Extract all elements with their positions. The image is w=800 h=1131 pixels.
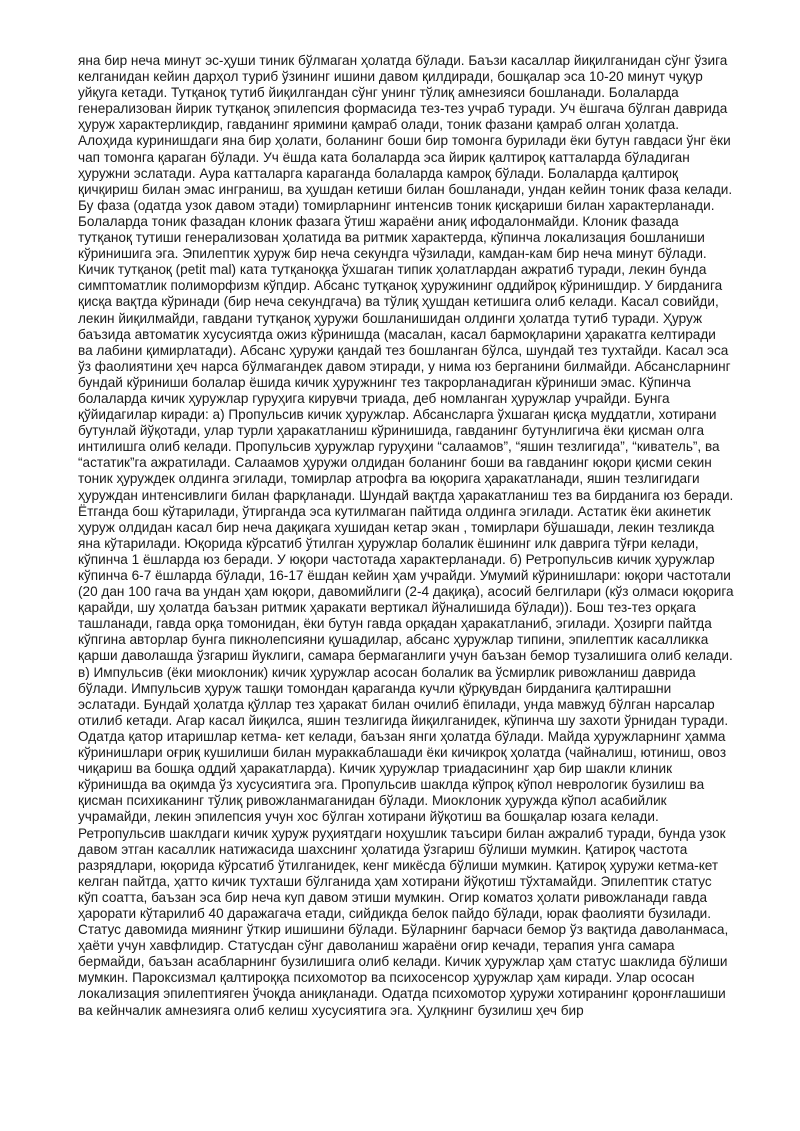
document-page <box>78 53 734 1019</box>
body-text: яна бир неча минут эс-ҳуши тиник бўлмаган ҳолатда бўлади. Баъзи касаллар йиқилганидан сўнг ўзига келганидан кейин дарҳол туриб ўзининг ишини давом қилдиради, бошқалар эса 10-20 минут чуқур уйқуга кетади. Тутқаноқ тутиб йиқилгандан сўнг унинг тўлиқ амнезияси бошланади. Болаларда генерализован йирик тутқаноқ эпилепсия формасида тез-тез учраб туради. Уч ёшгача бўлган даврида ҳуруж характерликдир, гавданинг яримини қамраб олади, тоник фазани қамраб олган ҳолатда. Алоҳида куринишдаги яна бир ҳолати, боланинг боши бир томонга бурилади ёки бутун гавдаси ўнг ёки чап томонга қараган бўлади. Уч ёшда ката болаларда эса йирик қалтироқ катталарда бўладиган ҳуружни эслатади. Аура катталарга караганда болаларда камроқ бўлади. Болаларда қалтироқ қичқириш билан эмас инграниш, ва ҳушдан кетиши билан бошланади, ундан кейин тоник фаза келади. Бу фаза (одатда узок давом этади) томирларнинг интенсив тоник қисқариши билан характерланади. Болаларда тоник фазадан клоник фазага ўтиш жараёни аниқ ифодалонмайди. Клоник фазада тутқаноқ тутиши генерализован ҳолатида ва ритмик характерда, кўпинча локализация бошланиши кўринишига эга. Эпилептик ҳуруж бир неча секундга чўзилади, камдан-кам бир неча минут бўлади. Кичик тутқаноқ (petit mal) ката тутқаноққа ўхшаган типик ҳолатлардан ажратиб туради, лекин бунда симптоматлик полиморфизм кўпдир. Абсанс тутқаноқ ҳуружининг оддийроқ кўринишдир. У бирданига қисқа вақтда кўринади (бир неча секундгача) ва тўлиқ ҳушдан кетишига олиб келади. Касал совийди, лекин йиқилмайди, гавдани тутқаноқ ҳуружи бошланишидан олдинги ҳолатда тутиб туради. Ҳуруж баъзида автоматик хусусиятда ожиз кўринишда (масалан, касал бармоқларини ҳаракатга келтиради ва лабини қимирлатади). Абсанс ҳуружи қандай тез бошланган бўлса, шундай тез тухтайди. Касал эса ўз фаолиятини ҳеч нарса бўлмагандек давом этиради, у нима юз берганини билмайди. Абсансларнинг бундай кўриниши болалар ёшида кичик ҳуружнинг тез такрорланадиган кўриниши эмас. Кўпинча болаларда кичик ҳуружлар гуруҳига кирувчи триада, деб номланган ҳуружлар учрайди. Бунга қўйидагилар киради: а) Пропульсив кичик ҳуружлар. Абсансларга ўхшаган қисқа муддатли, хотирани бутунлай йўқотади, улар турли ҳаракатланиш кўринишида, гавданинг бутунлигича ёки қисман олга интилишга олиб келади. Пропульсив ҳуружлар гуруҳини “салаамов”, “яшин тезлигида”, “киватель”, ва “астатик”га ажратилади. Салаамов ҳуружи олдидан боланинг боши ва гавданинг юқори қисми секин тоник ҳуруждек олдинга эгилади, томирлар атрофга ва юқорига ҳаракатланади, яшин тезлигидаги ҳуруждан интенсивлиги билан фарқланади. Шундай вақтда ҳаракатланиш тез ва бирданига юз беради. Ётганда бош кўтарилади, ўтирганда эса кутилмаган пайтида олдинга эгилади. Астатик ёки акинетик ҳуруж олдидан касал бир неча дақиқага хушидан кетар экан , томирлари бўшашади, лекин тезликда яна кўтарилади. Юқорида кўрсатиб ўтилган ҳуружлар болалик ёшининг илк даврига тўғри келади, кўпинча 1 ёшларда юз беради. У юқори частотада характерланади. б) Ретропульсив кичик ҳуружлар кўпинча 6-7 ёшларда бўлади, 16-17 ёшдан кейин ҳам учрайди. Умумий кўринишлари: юқори частотали (20 дан 100 гача ва ундан ҳам юқори, давомийлиги (2-4 дақиқа), асосий белгилари (кўз олмаси юқорига қарайди, шу ҳолатда баъзан ритмик ҳаракати вертикал йўналишида бўлади)). Бош тез-тез орқага ташланади, гавда орқа томонидан, ёки бутун гавда орқадан ҳаракатланиб, эгилади. Ҳозирги пайтда кўпгина авторлар бунга пикнолепсияни қушадилар, абсанс ҳуружлар типини, эпилептик касалликка қарши даволашда ўзгариш йуклиги, самара бермаганлиги учун баъзан бемор тузалишига олиб келади. в) Импульсив (ёки миоклоник) кичик ҳуружлар асосан болалик ва ўсмирлик ривожланиш даврида бўлади. Импульсив ҳуруж ташқи томондан қараганда кучли қўрқувдан бирданига қалтирашни эслатади. Бундай ҳолатда қўллар тез ҳаракат билан очилиб ёпилади, унда мавжуд бўлган нарсалар отилиб кетади. Агар касал йиқилса, яшин тезлигида йиқилганидек, кўпинча шу захоти ўрнидан туради. Одатда қатор итаришлар кетма- кет келади, баъзан янги ҳолатда бўлади. Майда ҳуружларнинг ҳамма кўринишлари оғриқ кушилиши билан мураккаблашади ёки кичикроқ ҳолатда (чайналиш, ютиниш, овоз чиқариш ва бошқа оддий ҳаракатларда). Кичик ҳуружлар триадасининг ҳар бир шакли клиник кўринишда ва оқимда ўз хусусиятига эга. Пропульсив шаклда кўпроқ кўпол неврологик бузилиш ва қисман психиканинг тўлиқ ривожланмаганидан бўлади. Миоклоник ҳуружда кўпол асабийлик учрамайди, лекин эпилепсия учун хос бўлган хотирани йўқотиш ва бошқалар юзага келади. Ретропульсив шаклдаги кичик ҳуруж руҳиятдаги ноҳушлик таъсири билан ажралиб туради, бунда узок давом этган касаллик натижасида шахснинг ҳолатида ўзгариш бўлиши мумкин. Қатироқ частота разрядлари, юқорида кўрсатиб ўтилганидек, кенг микёсда бўлиши мумкин. Қатироқ ҳуружи кетма-кет келган пайтда, ҳатто кичик тухташи бўлганида ҳам хотирани йўқотиш тўхтамайди. Эпилептик статус кўп соатта, баъзан эса бир неча куп давом этиши мумкин. Огир коматоз ҳолати ривожланади гавда ҳарорати кўтарилиб 40 даражагача етади, сийдикда белок пайдо бўлади, юрак фаолияти бузилади. Статус давомида миянинг ўткир ишишини бўлади. Бўларнинг барчаси бемор ўз вақтида даволанмаса, ҳаёти учун хавфлидир. Статусдан сўнг даволаниш жараёни оғир кечади, терапия унга самара бермайди, баъзан асабларнинг бузилишига олиб келади. Кичик ҳуружлар ҳам статус шаклида бўлиши мумкин. Пароксизмал қалтироққа психомотор ва психосенсор ҳуружлар ҳам киради. Улар ососан локализация эпилептияген ўчоқда аниқланади. Одатда психомотор ҳуружи хотиранинг қоронғлашиши ва кейнчалик амнезияга олиб келиш хусусиятига эга. Ҳулқнинг бузилиш ҳеч бир <box>78 53 734 1018</box>
